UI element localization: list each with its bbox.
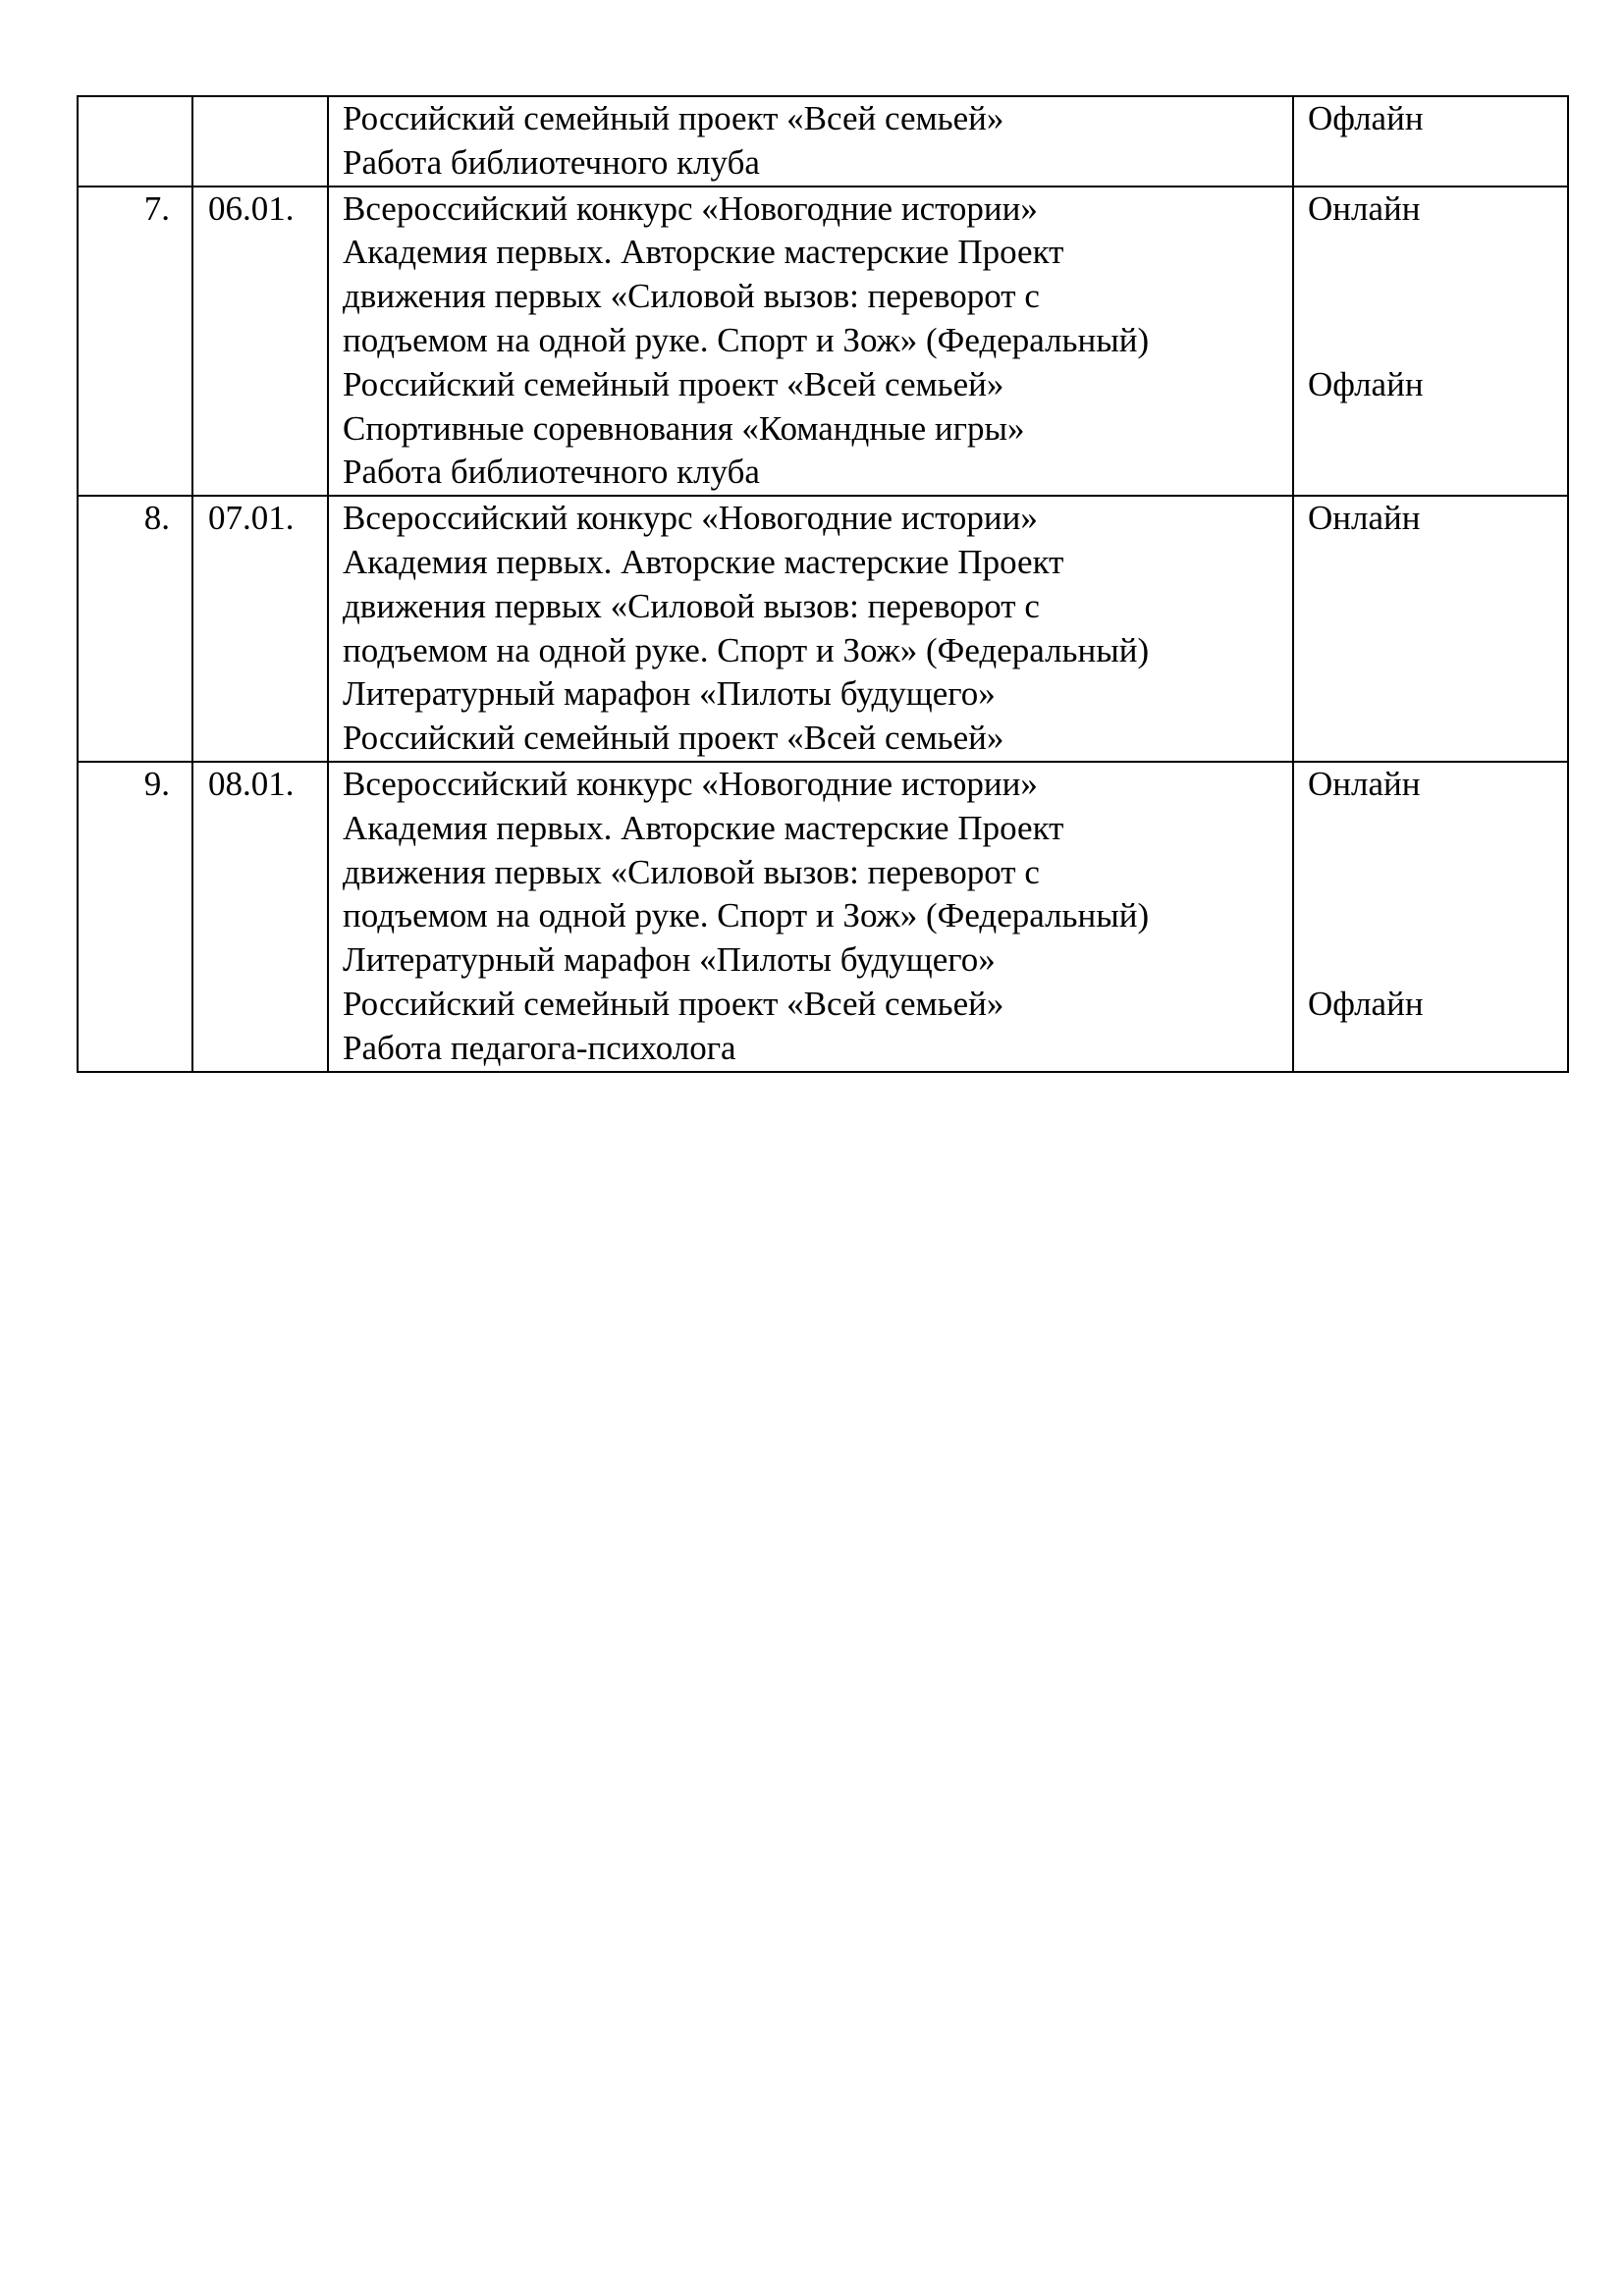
event-line: Работа библиотечного клуба xyxy=(343,142,760,182)
format-line xyxy=(1308,629,1567,673)
row-date-cell: 06.01. xyxy=(192,187,328,497)
format-line xyxy=(1308,1027,1567,1071)
row-number-cell xyxy=(78,96,192,187)
row-events-cell xyxy=(328,96,1293,187)
schedule-table xyxy=(77,95,1569,1073)
row-format-cell xyxy=(1293,762,1568,1072)
event-line: Всероссийский конкурс «Новогодние истории» xyxy=(343,188,1038,228)
format-line: Офлайн xyxy=(1308,984,1424,1023)
format-line xyxy=(1308,231,1567,275)
event-line: подъемом на одной руке. Спорт и Зож» (Федеральный) xyxy=(343,896,1150,935)
event-line: Работа педагога-психолога xyxy=(343,1028,736,1067)
row-number-cell: 7. xyxy=(78,187,192,497)
event-line: Российский семейный проект «Всей семьей» xyxy=(343,364,1004,403)
event-line: Спортивные соревнования «Командные игры» xyxy=(343,408,1025,448)
row-number-cell: 8. xyxy=(78,496,192,762)
event-line: Российский семейный проект «Всей семьей» xyxy=(343,984,1004,1023)
format-line: Онлайн xyxy=(1308,764,1421,803)
row-date-cell: 07.01. xyxy=(192,496,328,762)
event-line: подъемом на одной руке. Спорт и Зож» (Федеральный) xyxy=(343,320,1150,359)
format-line xyxy=(1308,585,1567,629)
event-line: Академия первых. Авторские мастерские Проект xyxy=(343,233,1064,272)
event-line: Академия первых. Авторские мастерские Проект xyxy=(343,808,1064,847)
format-line xyxy=(1308,938,1567,983)
row-events-cell xyxy=(328,496,1293,762)
event-line: движения первых «Силовой вызов: переворот с xyxy=(343,277,1040,316)
format-line xyxy=(1308,807,1567,851)
format-line xyxy=(1308,851,1567,895)
row-date-cell: 08.01. xyxy=(192,762,328,1072)
row-format-cell xyxy=(1293,187,1568,497)
event-line: движения первых «Силовой вызов: переворот с xyxy=(343,852,1040,891)
event-line: движения первых «Силовой вызов: переворот с xyxy=(343,586,1040,625)
format-line xyxy=(1308,894,1567,938)
row-events-cell xyxy=(328,187,1293,497)
table-row xyxy=(78,187,1568,497)
row-events-cell xyxy=(328,762,1293,1072)
format-line xyxy=(1308,407,1567,452)
format-line: Онлайн xyxy=(1308,499,1421,538)
format-line: Офлайн xyxy=(1308,364,1424,403)
row-format-cell xyxy=(1293,496,1568,762)
event-line: Всероссийский конкурс «Новогодние истории» xyxy=(343,499,1038,538)
format-line xyxy=(1308,541,1567,585)
format-line xyxy=(1308,717,1567,761)
row-date-cell xyxy=(192,96,328,187)
format-line xyxy=(1308,275,1567,319)
row-format-cell xyxy=(1293,96,1568,187)
event-line: Российский семейный проект «Всей семьей» xyxy=(343,99,1004,137)
event-line: Работа библиотечного клуба xyxy=(343,453,760,492)
table-row xyxy=(78,96,1568,187)
event-line: Российский семейный проект «Всей семьей» xyxy=(343,719,1004,758)
format-line xyxy=(1308,672,1567,717)
event-line: подъемом на одной руке. Спорт и Зож» (Федеральный) xyxy=(343,630,1150,669)
table-row xyxy=(78,496,1568,762)
event-line: Литературный марафон «Пилоты будущего» xyxy=(343,940,996,980)
format-line xyxy=(1308,141,1567,186)
event-line: Всероссийский конкурс «Новогодние истории» xyxy=(343,764,1038,803)
format-line xyxy=(1308,451,1567,495)
row-number-cell: 9. xyxy=(78,762,192,1072)
event-line: Литературный марафон «Пилоты будущего» xyxy=(343,674,996,714)
format-line xyxy=(1308,319,1567,363)
event-line: Академия первых. Авторские мастерские Проект xyxy=(343,542,1064,581)
format-line: Офлайн xyxy=(1308,99,1424,137)
table-row xyxy=(78,762,1568,1072)
format-line: Онлайн xyxy=(1308,188,1421,228)
